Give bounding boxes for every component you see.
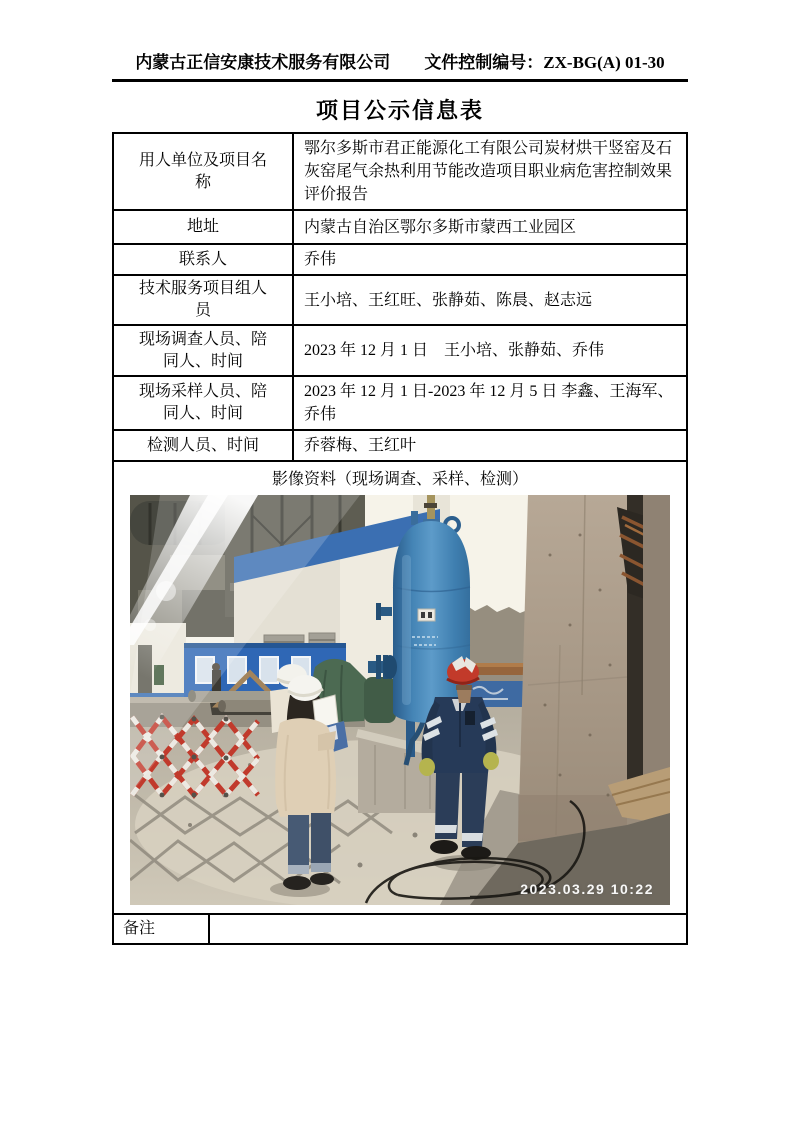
table-row-testing bbox=[114, 429, 686, 460]
concrete-column bbox=[518, 495, 670, 843]
row-value: 乔伟 bbox=[304, 251, 337, 268]
row-value bbox=[210, 915, 686, 943]
row-label: 联系人 bbox=[114, 245, 294, 274]
glove bbox=[419, 758, 435, 776]
row-label: 技术服务项目组人员 bbox=[114, 276, 294, 324]
row-label: 检测人员、时间 bbox=[114, 431, 294, 460]
media-cell bbox=[114, 460, 686, 905]
row-value: 王小培、王红旺、张静茹、陈晨、赵志远 bbox=[304, 291, 593, 309]
row-label: 备注 bbox=[114, 915, 210, 943]
jeans bbox=[288, 815, 309, 871]
row-value: 乔蓉梅、王红叶 bbox=[304, 437, 417, 454]
row-value: 鄂尔多斯市君正能源化工有限公司炭材烘干竖窑及石灰窑尾气余热利用节能改造项目职业病危害控制效果评价报告 bbox=[304, 140, 673, 203]
row-label: 现场调查人员、陪同人、时间 bbox=[114, 326, 294, 375]
row-value: 内蒙古自治区鄂尔多斯市蒙西工业园区 bbox=[304, 218, 577, 236]
shoe bbox=[283, 876, 311, 890]
row-label: 地址 bbox=[114, 211, 294, 243]
table-row-contact bbox=[114, 243, 686, 274]
safety-shoe bbox=[430, 840, 458, 854]
glove bbox=[483, 752, 499, 770]
header-rule bbox=[112, 79, 688, 82]
table-row-remark bbox=[114, 913, 686, 943]
row-label: 现场采样人员、陪同人、时间 bbox=[114, 377, 294, 429]
media-caption: 影像资料（现场调查、采样、检测） bbox=[271, 471, 528, 488]
table-row-service-team bbox=[114, 274, 686, 324]
site-photo-illustration bbox=[130, 495, 670, 905]
table-row-survey bbox=[114, 324, 686, 375]
white-helmet bbox=[288, 675, 322, 701]
info-table bbox=[112, 132, 688, 945]
company-name: 内蒙古正信安康技术服务有限公司 bbox=[135, 53, 391, 72]
shoe bbox=[310, 873, 334, 885]
row-value: 2023 年 12 月 1 日 王小培、张静茹、乔伟 bbox=[304, 342, 605, 359]
doc-control-number: 文件控制编号：ZX-BG(A) 01-30 bbox=[424, 53, 665, 72]
doc-title: 项目公示信息表 bbox=[315, 98, 484, 123]
row-value: 2023 年 12 月 1 日-2023 年 12 月 5 日 李鑫、王海军、乔伟 bbox=[304, 383, 674, 423]
table-row-address bbox=[114, 209, 686, 243]
site-photo bbox=[130, 495, 670, 905]
table-row-sampling bbox=[114, 375, 686, 429]
table-row-employer bbox=[114, 134, 686, 209]
tank-sign bbox=[418, 609, 435, 621]
photo-timestamp: 2023.03.29 10:22 bbox=[520, 881, 654, 897]
page-header bbox=[112, 0, 688, 73]
row-label: 用人单位及项目名称 bbox=[114, 134, 294, 209]
